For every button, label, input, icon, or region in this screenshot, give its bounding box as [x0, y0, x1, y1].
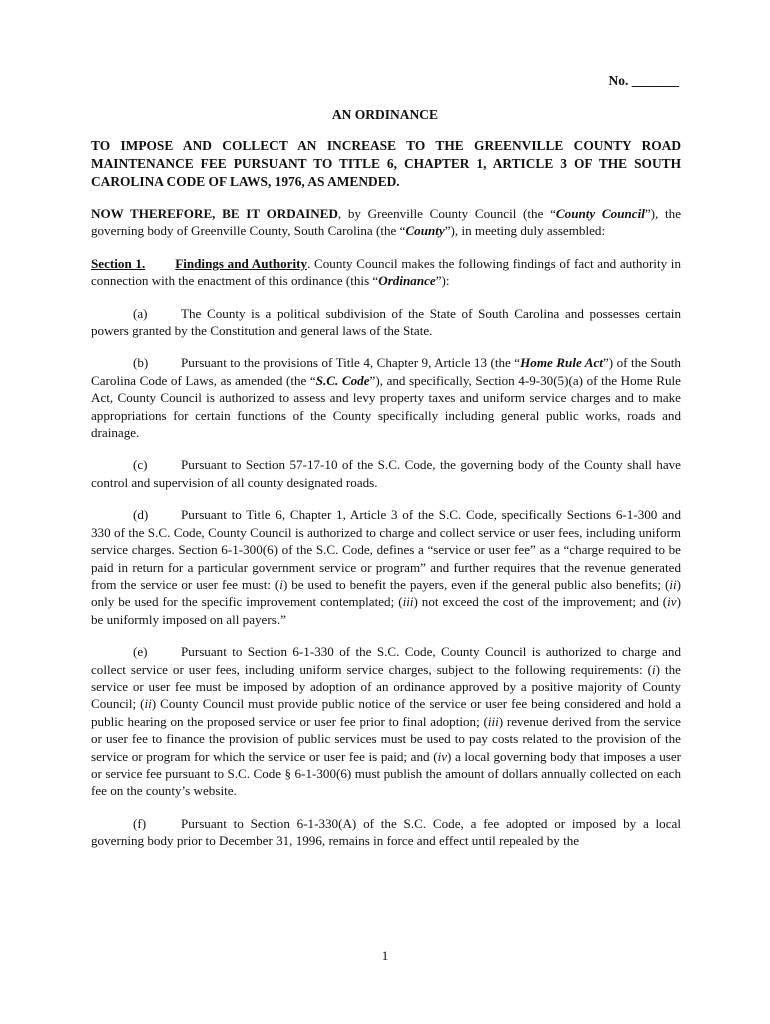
defined-term-ordinance: Ordinance — [378, 273, 436, 289]
ordinance-heading: TO IMPOSE AND COLLECT AN INCREASE TO THE GREENVILLE COUNTY ROAD MAINTENANCE FEE PURSUANT TO TITLE 6, CHAPTER 1, ARTICLE 3 OF THE SOUTH CAROLINA CODE OF LAWS, 1976, AS AMENDED. — [91, 138, 681, 189]
section-number: Section 1. — [91, 255, 146, 271]
paragraph-a: (a) The County is a political subdivision of the State of South Carolina and possesses certain powers granted by the Constitution and general laws of the State. — [91, 305, 681, 339]
defined-term-county: County — [405, 223, 445, 239]
paragraph-label: (e) — [133, 644, 148, 660]
paragraph-label: (c) — [133, 457, 148, 473]
section-1-paragraph: Section 1. Findings and Authority. County Council makes the following findings of fact and authority in connection with the enactment of this ordinance (this “Ordinance”): — [91, 255, 681, 289]
paragraph-f: (f) Pursuant to Section 6-1-330(A) of the S.C. Code, a fee adopted or imposed by a local governing body prior to December 31, 1996, remains in force and effect until repealed by the — [91, 815, 681, 849]
preamble-lead: NOW THEREFORE, BE IT ORDAINED — [91, 206, 338, 221]
page-number: 1 — [381, 948, 389, 963]
paragraph-c: (c) Pursuant to Section 57-17-10 of the S.C. Code, the governing body of the County shall have control and supervision of all county designated roads. — [91, 457, 681, 490]
paragraph-d: (d) Pursuant to Title 6, Chapter 1, Article 3 of the S.C. Code, specifically Sections 6-1-300 and 330 of the S.C. Code, County Council is authorized to charge and collect service or user fees, including uniform service charges. Section 6-1-300(6) of the S.C. Code, defines a “service or user fee” as a “charge required to be paid in return for a particular government service or program” and further requires that the revenue generated from the service or user fee must: (i) be used to benefit the payers, even if the general public also benefits; (ii) only be used for the specific improvement contemplated; (iii) not exceed the cost of the improvement; and (iv) be uniformly imposed on all payers.” — [91, 507, 681, 627]
defined-term-county-council: County Council — [555, 206, 645, 221]
defined-term-sc-code: S.C. Code — [315, 372, 370, 388]
paragraph-label: (f) — [133, 815, 147, 831]
paragraph-b: (b) Pursuant to the provisions of Title 4, Chapter 9, Article 13 (the “Home Rule Act”) of the South Carolina Code of Laws, as amended (the “S.C. Code”), and specifically, Section 4-9-30(5)(a) of the Home Rule Act, County Council is authorized to assess and levy property taxes and uniform service charges and to make appropriations for certain functions of the County specifically including general public works, roads and drainage. — [91, 355, 681, 441]
paragraph-label: (a) — [133, 305, 148, 321]
ordinance-number: No. _______ — [608, 73, 679, 88]
document-body — [91, 137, 681, 865]
document-title: AN ORDINANCE — [331, 107, 439, 122]
preamble-paragraph: NOW THEREFORE, BE IT ORDAINED, by Greenville County Council (the “County Council”), the governing body of Greenville County, South Carolina (the “County”), in meeting duly assembled: — [91, 206, 682, 239]
defined-term-home-rule-act: Home Rule Act — [520, 355, 603, 371]
section-title: Findings and Authority — [175, 255, 308, 271]
paragraph-label: (b) — [133, 355, 149, 371]
paragraph-e: (e) Pursuant to Section 6-1-330 of the S.C. Code, County Council is authorized to charge and collect service or user fees, including uniform service charges, subject to the following requirements: (i) the service or user fee must be imposed by adoption of an ordinance approved by a positive majority of County Council; (ii) County Council must provide public notice of the service or user fee being considered and hold a public hearing on the proposed service or user fee prior to final adoption; (iii) revenue derived from the service or user fee to finance the provision of public services must be used to pay costs related to the provision of the service or program for which the service or user fee is paid; and (iv) a local governing body that imposes a user or service fee pursuant to S.C. Code § 6-1-300(6) must publish the amount of dollars annually collected on each fee on the county’s website. — [91, 644, 682, 799]
paragraph-label: (d) — [133, 507, 149, 523]
